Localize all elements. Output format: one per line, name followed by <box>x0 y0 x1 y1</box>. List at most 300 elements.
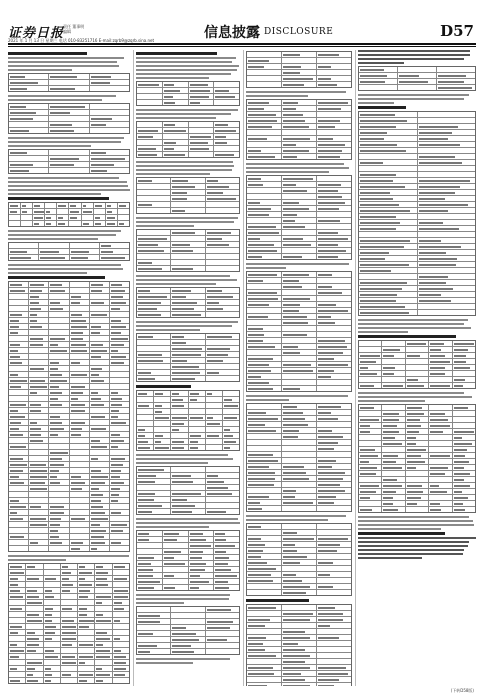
table-cell <box>205 340 239 345</box>
table-cell <box>9 516 28 521</box>
table-cell <box>213 555 239 560</box>
table-cell <box>359 507 381 512</box>
table-cell <box>48 468 68 473</box>
table-cell <box>359 383 381 388</box>
table-cell <box>381 453 404 458</box>
table-cell <box>213 152 239 157</box>
table-cell <box>247 452 281 457</box>
table-cell <box>205 509 239 514</box>
text-line <box>8 181 127 183</box>
table-row <box>359 165 475 171</box>
table-cell <box>381 495 404 500</box>
table-cell <box>137 254 170 259</box>
table-cell <box>48 438 68 443</box>
table-cell <box>452 423 475 428</box>
table-cell <box>28 510 48 515</box>
data-table <box>136 466 240 515</box>
table-cell <box>112 654 129 659</box>
table-cell <box>48 390 68 395</box>
text-line <box>136 518 238 520</box>
table-cell <box>205 358 239 363</box>
table-cell <box>381 483 404 488</box>
data-table <box>136 333 240 382</box>
table-cell <box>281 659 316 664</box>
table-cell <box>205 208 239 213</box>
table-cell <box>28 504 48 509</box>
text-line <box>358 331 408 333</box>
table-row <box>247 628 351 634</box>
table-row <box>247 481 351 487</box>
table-cell <box>188 403 205 408</box>
table-cell <box>359 244 417 249</box>
table-cell <box>69 312 89 317</box>
text-line <box>136 454 228 456</box>
table-cell <box>48 360 68 365</box>
table-row <box>359 279 475 285</box>
table-cell <box>69 486 89 491</box>
table-cell <box>44 215 56 220</box>
table-cell <box>109 438 129 443</box>
table-cell <box>247 100 281 105</box>
table-row <box>137 560 239 566</box>
table-cell <box>247 677 281 682</box>
table-row <box>359 358 475 364</box>
table-cell <box>316 605 351 610</box>
table-cell <box>162 561 188 566</box>
table-row <box>247 577 351 583</box>
table-cell <box>188 82 214 87</box>
table-row <box>247 524 351 529</box>
table-cell <box>28 528 48 533</box>
table-row <box>359 147 475 153</box>
table-row <box>359 171 475 177</box>
table-row <box>137 235 239 241</box>
table-cell <box>162 543 188 548</box>
table-cell <box>281 488 316 493</box>
table-cell <box>247 82 281 87</box>
table-cell <box>247 218 281 223</box>
table-row <box>359 303 475 309</box>
table-row <box>137 87 239 93</box>
table-cell <box>316 200 351 205</box>
data-table <box>358 340 476 389</box>
text-line <box>246 395 348 397</box>
table-cell <box>359 67 397 72</box>
table-cell <box>69 360 89 365</box>
table-cell <box>89 510 109 515</box>
table-cell <box>188 122 214 127</box>
table-cell <box>28 534 48 539</box>
table-cell <box>48 414 68 419</box>
table-cell <box>316 148 351 153</box>
table-cell <box>69 300 89 305</box>
table-cell <box>247 611 281 616</box>
table-cell <box>9 348 28 353</box>
table-cell <box>247 665 281 670</box>
table-row <box>9 377 129 383</box>
table-cell <box>60 636 77 641</box>
table-cell <box>205 397 222 402</box>
data-table <box>246 175 352 260</box>
table-cell <box>109 534 129 539</box>
table-row <box>9 305 129 311</box>
table-cell <box>417 226 476 231</box>
table-cell <box>170 625 204 630</box>
table-cell <box>281 422 316 427</box>
table-cell <box>94 654 111 659</box>
table-cell <box>48 402 68 407</box>
table-cell <box>381 441 404 446</box>
table-row <box>359 488 475 494</box>
table-cell <box>43 636 60 641</box>
table-cell <box>205 306 239 311</box>
table-cell <box>28 378 48 383</box>
table-cell <box>162 122 188 127</box>
table-row <box>9 401 129 407</box>
table-row <box>359 452 475 458</box>
section-title-cn: 信息披露 <box>204 25 260 41</box>
column-2 <box>136 50 240 686</box>
table-cell <box>89 498 109 503</box>
table-cell <box>281 446 316 451</box>
table-row <box>359 195 475 201</box>
table-row <box>9 575 129 581</box>
table-cell <box>247 566 281 571</box>
table-row <box>247 135 351 141</box>
table-cell <box>9 249 38 254</box>
table-cell <box>94 612 111 617</box>
data-table <box>246 99 352 160</box>
table-cell <box>9 486 28 491</box>
table-row <box>247 199 351 205</box>
table-cell <box>89 86 129 91</box>
table-cell <box>281 356 316 361</box>
table-row <box>9 282 129 287</box>
table-cell <box>69 348 89 353</box>
table-cell <box>205 370 239 375</box>
table-cell <box>9 654 25 659</box>
text-line <box>358 98 464 100</box>
data-table <box>358 404 476 513</box>
table-cell <box>359 73 397 78</box>
table-cell <box>281 70 316 75</box>
text-line <box>136 109 238 111</box>
table-row <box>9 455 129 461</box>
table-cell <box>247 70 281 75</box>
table-cell <box>170 300 204 305</box>
table-cell <box>428 423 451 428</box>
table-row <box>359 285 475 291</box>
table-cell <box>405 483 428 488</box>
table-cell <box>316 112 351 117</box>
table-cell <box>170 497 204 502</box>
table-cell <box>359 280 417 285</box>
table-cell <box>9 282 28 287</box>
table-cell <box>170 364 204 369</box>
table-cell <box>213 146 239 151</box>
table-cell <box>89 522 109 527</box>
table-row <box>359 464 475 470</box>
text-line <box>358 520 473 522</box>
table-cell <box>9 612 25 617</box>
table-cell <box>93 209 105 214</box>
table-cell <box>89 318 109 323</box>
table-cell <box>137 288 170 293</box>
table-cell <box>281 623 316 628</box>
table-row <box>9 503 129 509</box>
table-cell <box>417 268 476 273</box>
table-row <box>247 283 351 289</box>
table-cell <box>9 324 28 329</box>
table-cell <box>316 326 351 331</box>
text-line <box>136 217 238 219</box>
table-cell <box>94 582 111 587</box>
table-cell <box>137 625 170 630</box>
table-cell <box>428 435 451 440</box>
table-cell <box>109 420 129 425</box>
table-cell <box>28 438 48 443</box>
table-row <box>137 496 239 502</box>
table-cell <box>69 492 89 497</box>
table-cell <box>9 594 25 599</box>
table-cell <box>89 480 109 485</box>
table-cell <box>9 342 28 347</box>
table-row <box>9 473 129 479</box>
table-cell <box>69 546 89 551</box>
table-cell <box>316 422 351 427</box>
table-cell <box>44 221 56 226</box>
table-cell <box>417 304 476 309</box>
table-row <box>247 427 351 433</box>
table-cell <box>316 611 351 616</box>
table-cell <box>43 606 60 611</box>
table-cell <box>359 292 417 297</box>
table-cell <box>247 380 281 385</box>
table-row <box>137 99 239 105</box>
table-cell <box>28 342 48 347</box>
table-cell <box>281 254 316 259</box>
table-row <box>9 564 129 569</box>
table-cell <box>205 479 239 484</box>
table-cell <box>56 203 68 208</box>
table-cell <box>137 230 170 235</box>
table-cell <box>359 371 381 376</box>
table-cell <box>109 354 129 359</box>
table-cell <box>162 531 188 536</box>
table-cell <box>89 414 109 419</box>
table-cell <box>359 429 381 434</box>
table-cell <box>28 498 48 503</box>
table-cell <box>205 491 239 496</box>
table-cell <box>359 196 417 201</box>
table-cell <box>452 483 475 488</box>
table-cell <box>48 408 68 413</box>
table-cell <box>213 82 239 87</box>
table-cell <box>359 353 381 358</box>
table-cell <box>60 654 77 659</box>
table-row <box>9 383 129 389</box>
table-cell <box>9 168 48 173</box>
table-row <box>9 311 129 317</box>
table-row <box>137 305 239 311</box>
table-cell <box>153 391 170 396</box>
table-row <box>9 317 129 323</box>
editor-info <box>63 24 84 34</box>
table-row <box>137 189 239 195</box>
table-row <box>247 445 351 451</box>
table-cell <box>137 509 170 514</box>
table-cell <box>109 342 129 347</box>
table-cell <box>162 579 188 584</box>
table-cell <box>359 256 417 261</box>
table-cell <box>316 302 351 307</box>
text-line <box>8 238 98 240</box>
text-line <box>8 69 72 71</box>
table-cell <box>60 672 77 677</box>
table-cell <box>48 372 68 377</box>
table-cell <box>9 588 25 593</box>
table-cell <box>188 531 214 536</box>
section-heading <box>8 197 109 200</box>
table-row <box>9 214 129 220</box>
table-cell <box>137 433 153 438</box>
table-cell <box>9 209 20 214</box>
table-cell <box>162 140 188 145</box>
table-cell <box>359 495 381 500</box>
table-cell <box>137 294 170 299</box>
table-cell <box>316 548 351 553</box>
text-line <box>8 145 91 147</box>
table-cell <box>316 254 351 259</box>
table-row <box>359 123 475 129</box>
table-cell <box>205 637 239 642</box>
table-row <box>9 323 129 329</box>
table-row <box>9 527 129 533</box>
table-row <box>9 593 129 599</box>
table-row <box>359 273 475 279</box>
table-cell <box>89 462 109 467</box>
table-cell <box>281 611 316 616</box>
table-cell <box>316 308 351 313</box>
table-cell <box>381 423 404 428</box>
table-cell <box>205 184 239 189</box>
table-cell <box>170 491 204 496</box>
table-cell <box>452 429 475 434</box>
table-cell <box>359 304 417 309</box>
table-cell <box>188 409 205 414</box>
table-cell <box>137 140 162 145</box>
masthead-rule-thin <box>8 46 476 47</box>
table-cell <box>247 659 281 664</box>
table-cell <box>281 671 316 676</box>
table-cell <box>137 152 162 157</box>
table-cell <box>77 588 94 593</box>
table-cell <box>9 402 28 407</box>
table-cell <box>405 453 428 458</box>
table-cell <box>381 447 404 452</box>
table-cell <box>281 572 316 577</box>
table-cell <box>281 641 316 646</box>
table-cell <box>43 630 60 635</box>
table-cell <box>316 100 351 105</box>
table-cell <box>43 666 60 671</box>
table-cell <box>359 447 381 452</box>
table-cell <box>188 146 214 151</box>
table-row <box>247 193 351 199</box>
table-cell <box>9 468 28 473</box>
table-cell <box>112 648 129 653</box>
table-cell <box>137 196 170 201</box>
table-row <box>247 379 351 385</box>
table-cell <box>77 570 94 575</box>
table-cell <box>94 660 111 665</box>
table-cell <box>247 338 281 343</box>
table-cell <box>9 294 28 299</box>
table-cell <box>316 659 351 664</box>
table-cell <box>9 618 25 623</box>
table-cell <box>9 678 25 683</box>
text-line <box>136 61 232 63</box>
table-row <box>247 141 351 147</box>
table-cell <box>247 572 281 577</box>
table-row <box>137 630 239 636</box>
table-cell <box>405 377 428 382</box>
table-cell <box>170 334 204 339</box>
table-cell <box>316 500 351 505</box>
table-cell <box>281 284 316 289</box>
table-cell <box>247 530 281 535</box>
table-cell <box>81 209 93 214</box>
table-cell <box>9 642 25 647</box>
table-cell <box>109 300 129 305</box>
table-cell <box>359 377 381 382</box>
table-cell <box>48 504 68 509</box>
table-cell <box>188 134 214 139</box>
table-cell <box>48 80 88 85</box>
table-cell <box>9 534 28 539</box>
table-cell <box>28 450 48 455</box>
table-cell <box>48 110 88 115</box>
table-cell <box>137 467 170 472</box>
table-cell <box>281 82 316 87</box>
table-cell <box>247 458 281 463</box>
table-cell <box>9 74 48 79</box>
table-cell <box>117 209 129 214</box>
table-cell <box>247 64 281 69</box>
table-row <box>9 371 129 377</box>
table-row <box>247 421 351 427</box>
table-cell <box>213 579 239 584</box>
table-cell <box>48 510 68 515</box>
table-row <box>9 509 129 515</box>
table-cell <box>94 630 111 635</box>
table-cell <box>137 358 170 363</box>
table-cell <box>32 215 44 220</box>
table-cell <box>20 203 32 208</box>
table-cell <box>359 274 417 279</box>
table-cell <box>316 82 351 87</box>
table-row <box>247 111 351 117</box>
table-cell <box>316 218 351 223</box>
table-cell <box>281 536 316 541</box>
data-table <box>136 287 240 318</box>
table-cell <box>359 178 417 183</box>
table-cell <box>48 342 68 347</box>
table-cell <box>89 324 109 329</box>
table-cell <box>9 540 28 545</box>
table-cell <box>281 212 316 217</box>
text-line <box>358 58 464 60</box>
